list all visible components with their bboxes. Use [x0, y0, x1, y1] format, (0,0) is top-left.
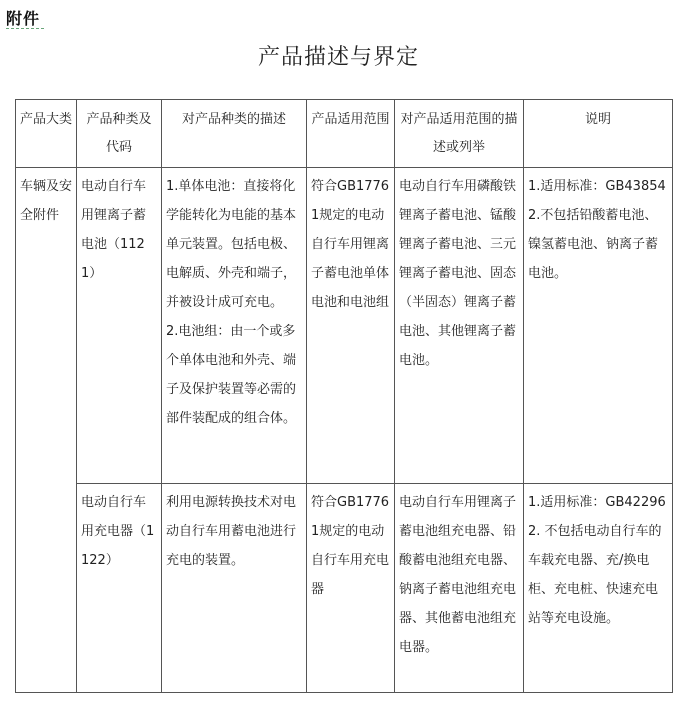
header-product-type-description: 对产品种类的描述: [162, 100, 307, 168]
cell-product-category: 车辆及安全附件: [16, 168, 77, 693]
table-row: [16, 484, 673, 693]
product-description-table: [15, 99, 673, 693]
document-title: 产品描述与界定: [257, 45, 419, 70]
cell-product-type: 电动自行车用锂离子蓄电池（1121）: [77, 168, 162, 484]
header-scope-description: 对产品适用范围的描述或列举: [395, 100, 524, 168]
table-header-row: [16, 100, 673, 168]
cell-scope-description: 电动自行车用磷酸铁锂离子蓄电池、锰酸锂离子蓄电池、三元锂离子蓄电池、固态（半固态）锂离子蓄电池、其他锂离子蓄电池。: [395, 168, 524, 484]
cell-notes: 1.适用标准：GB42296 2. 不包括电动自行车的车载充电器、充/换电柜、充电桩、快速充电站等充电设施。: [524, 484, 673, 693]
attachment-label: 附件: [6, 9, 41, 28]
cell-notes: 1.适用标准：GB43854 2.不包括铅酸蓄电池、镍氢蓄电池、钠离子蓄电池。: [524, 168, 673, 484]
header-applicable-scope: 产品适用范围: [307, 100, 395, 168]
cell-product-type: 电动自行车用充电器（1122）: [77, 484, 162, 693]
header-product-category: 产品大类: [16, 100, 77, 168]
cell-scope-description: 电动自行车用锂离子蓄电池组充电器、铅酸蓄电池组充电器、钠离子蓄电池组充电器、其他蓄电池组充电器。: [395, 484, 524, 693]
header-product-type-code: 产品种类及代码: [77, 100, 162, 168]
table-row: [16, 168, 673, 484]
cell-scope: 符合GB17761规定的电动自行车用锂离子蓄电池单体电池和电池组: [307, 168, 395, 484]
cell-description: 1.单体电池：直接将化学能转化为电能的基本单元装置。包括电极、电解质、外壳和端子，并被设计成可充电。 2.电池组：由一个或多个单体电池和外壳、端子及保护装置等必需的部件装配成的组合体。: [162, 168, 307, 484]
header-notes: 说明: [524, 100, 673, 168]
cell-scope: 符合GB17761规定的电动自行车用充电器: [307, 484, 395, 693]
cell-description: 利用电源转换技术对电动自行车用蓄电池进行充电的装置。: [162, 484, 307, 693]
attachment-underline: [6, 28, 44, 29]
